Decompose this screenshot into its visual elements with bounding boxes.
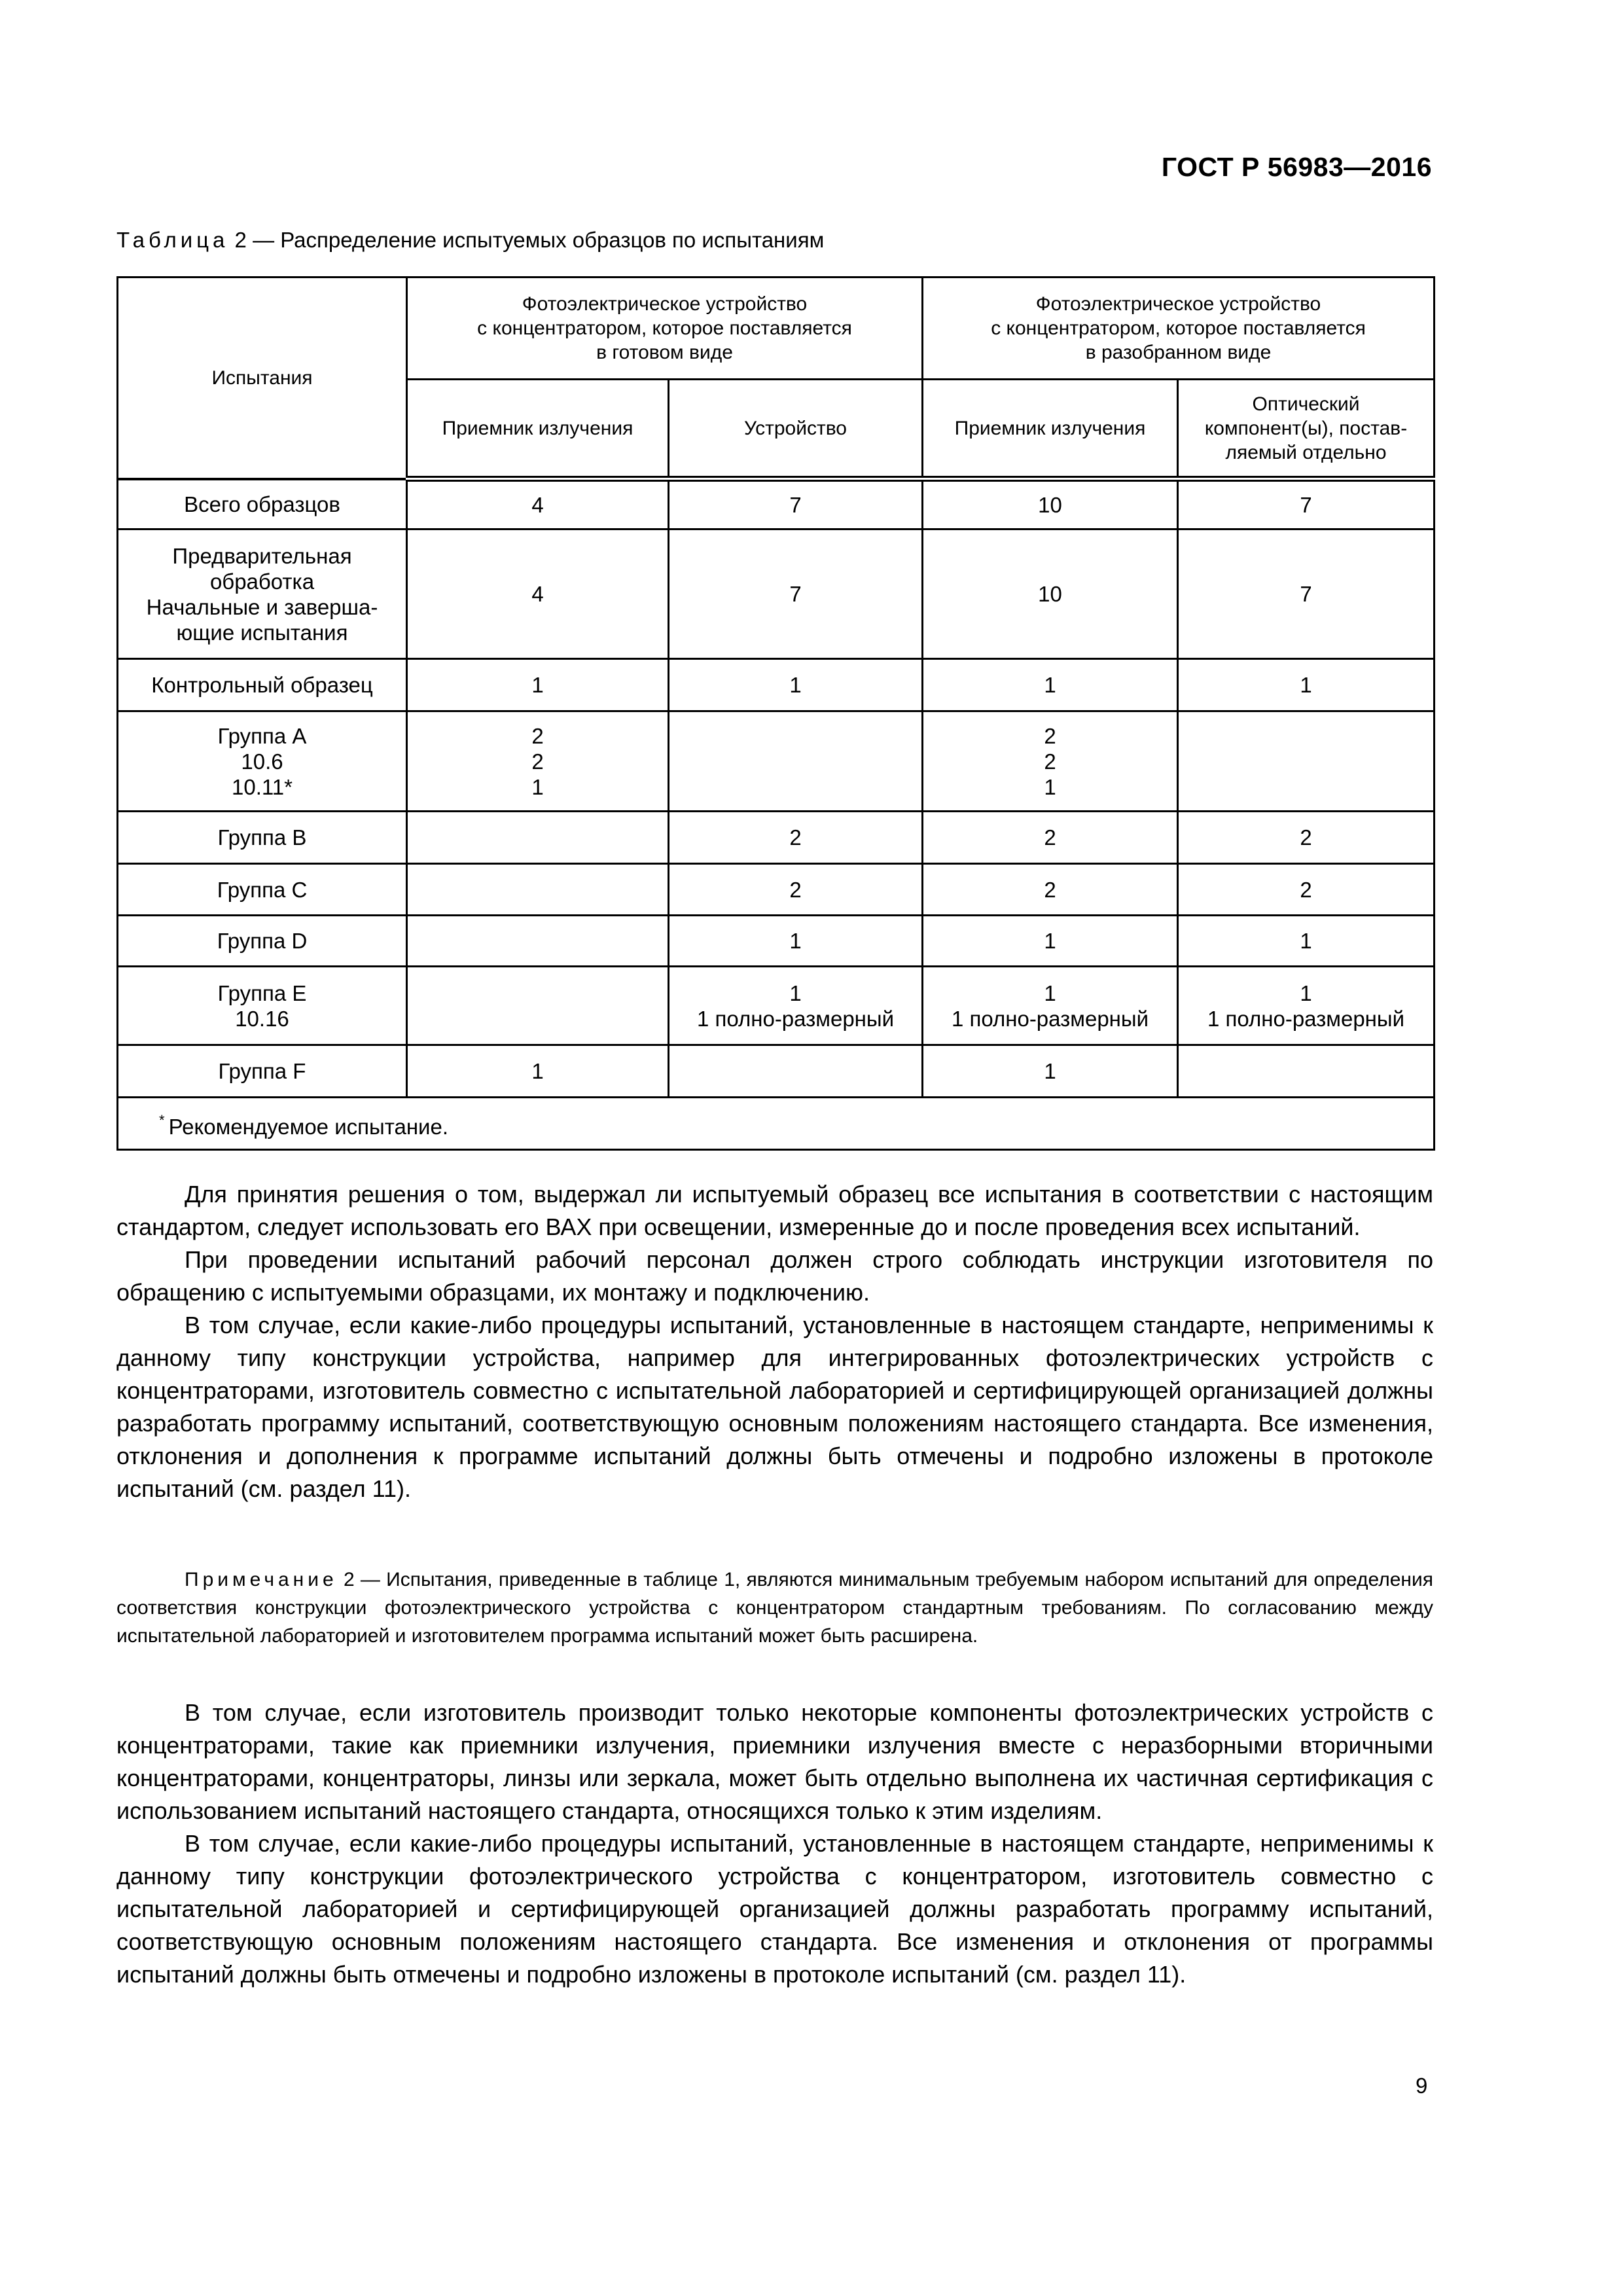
- cell-line: компонент(ы), постав-: [1204, 417, 1408, 439]
- row-label: [118, 529, 407, 659]
- table-cell: [407, 864, 669, 916]
- cell-line: с концентратором, которое поставляется: [991, 317, 1366, 339]
- cell-line: 7: [789, 582, 802, 606]
- cell-line: 2: [789, 825, 802, 850]
- cell-line: 1: [1300, 980, 1312, 1005]
- table-cell: [923, 916, 1178, 967]
- table-cell: [669, 479, 923, 529]
- subheader-device: [669, 380, 923, 479]
- table-cell: [669, 659, 923, 711]
- cell-line: 10: [1038, 582, 1062, 606]
- paragraph: В том случае, если какие-либо процедуры испытаний, установленные в настоящем стандарте, неприменимы к данному типу конструкции устройства, например для интегрированных фотоэлектрических устройств с концентраторами, изготовитель совместно с испытательной лабораторией и сертифицирующей организацией должны разработать программу испытаний, соответствующую основным положениям настоящего стандарта. Все изменения, отклонения и дополнения к программе испытаний должны быть отмечены и подробно изложены в протоколе испытаний (см. раздел 11).: [116, 1312, 1433, 1502]
- table-cell: [407, 916, 669, 967]
- table-cell: [923, 479, 1178, 529]
- body-text-section-1: [116, 1178, 1433, 1505]
- cell-line: 1: [1044, 774, 1056, 799]
- table-cell: [407, 659, 669, 711]
- cell-line: Группа C: [217, 877, 308, 902]
- row-label: [118, 864, 407, 916]
- table-cell: [407, 711, 669, 812]
- samples-distribution-table: [116, 276, 1435, 1151]
- cell-line: 10: [1038, 493, 1062, 517]
- cell-line: Приемник излучения: [954, 417, 1146, 439]
- cell-line: 1: [1044, 673, 1056, 697]
- header-group-disassembled: [923, 278, 1435, 380]
- document-code: ГОСТ Р 56983—2016: [1161, 152, 1432, 182]
- cell-line: 10.11*: [232, 774, 293, 799]
- cell-line: в разобранном виде: [1085, 342, 1272, 363]
- table-cell: [669, 1045, 923, 1098]
- cell-line: 1: [1300, 929, 1312, 953]
- cell-line: 1 полно-размерный: [951, 1006, 1149, 1031]
- row-label: [118, 1045, 407, 1098]
- table-cell: [407, 479, 669, 529]
- row-label: [118, 967, 407, 1045]
- cell-line: 4: [531, 493, 544, 517]
- table-cell: [1178, 812, 1435, 864]
- table-cell: [1178, 967, 1435, 1045]
- cell-line: 2: [531, 723, 544, 748]
- cell-line: ляемый отдельно: [1225, 441, 1387, 463]
- table-cell: [1178, 864, 1435, 916]
- row-label: [118, 659, 407, 711]
- footnote-mark: *: [159, 1112, 165, 1128]
- row-label: [118, 479, 407, 529]
- table-caption: [116, 228, 824, 253]
- table-cell: [923, 1045, 1178, 1098]
- cell-line: Фотоэлектрическое устройство: [522, 293, 808, 315]
- table-cell: [669, 864, 923, 916]
- table-cell: [923, 812, 1178, 864]
- table-cell: [1178, 711, 1435, 812]
- cell-line: 2: [531, 749, 544, 774]
- row-label: [118, 711, 407, 812]
- footnote-text: Рекомендуемое испытание.: [168, 1115, 448, 1139]
- table-cell: [1178, 479, 1435, 529]
- table-row: [118, 711, 1435, 812]
- table-cell: [669, 529, 923, 659]
- table-cell: [923, 967, 1178, 1045]
- cell-line: Начальные и заверша-: [146, 594, 378, 619]
- table-row: [118, 1045, 1435, 1098]
- cell-line: 1: [789, 673, 802, 697]
- table-cell: [669, 711, 923, 812]
- page-number: 9: [1416, 2073, 1428, 2098]
- cell-line: 10.16: [235, 1006, 289, 1031]
- subheader-receiver-assembled: [407, 380, 669, 479]
- cell-line: Группа A: [217, 723, 307, 748]
- cell-line: 1: [789, 980, 802, 1005]
- row-label: [118, 916, 407, 967]
- cell-line: 1: [531, 1059, 544, 1083]
- cell-line: 7: [789, 493, 802, 517]
- table-cell: [1178, 659, 1435, 711]
- cell-line: 1: [1044, 1059, 1056, 1083]
- cell-line: обработка: [209, 569, 315, 594]
- paragraph: В том случае, если изготовитель производит только некоторые компоненты фотоэлектрических устройств с концентраторами, такие как приемники излучения, приемники излучения вместе с неразборными вторичными концентраторами, концентраторы, линзы или зеркала, может быть отдельно выполнена их частичная сертификация с использованием испытаний настоящего стандарта, относящихся только к этим изделиям.: [116, 1699, 1433, 1824]
- table-row: [118, 659, 1435, 711]
- cell-line: Группа B: [217, 825, 307, 850]
- cell-line: в готовом виде: [596, 342, 733, 363]
- cell-line: 2: [1044, 749, 1056, 774]
- row-label: [118, 812, 407, 864]
- cell-line: 2: [1044, 877, 1056, 902]
- cell-line: Группа E: [217, 980, 307, 1005]
- note-label: Примечание: [185, 1569, 338, 1590]
- cell-line: Устройство: [744, 417, 847, 439]
- cell-line: 1: [531, 774, 544, 799]
- cell-line: 1 полно-размерный: [1207, 1006, 1405, 1031]
- table-row: [118, 812, 1435, 864]
- table-cell: [1178, 916, 1435, 967]
- cell-line: 7: [1300, 582, 1312, 606]
- cell-line: Всего образцов: [184, 492, 340, 516]
- cell-line: 2: [1300, 825, 1312, 850]
- table-caption-prefix: Таблица: [116, 228, 229, 252]
- table-cell: [669, 967, 923, 1045]
- cell-line: 1 полно-размерный: [696, 1006, 895, 1031]
- header-tests: Испытания: [118, 278, 407, 479]
- body-text-section-2: [116, 1696, 1433, 1991]
- cell-line: ющие испытания: [176, 620, 348, 645]
- cell-line: Группа D: [217, 929, 308, 953]
- table-cell: [923, 711, 1178, 812]
- cell-line: 1: [1044, 929, 1056, 953]
- table-cell: [1178, 1045, 1435, 1098]
- cell-line: Контрольный образец: [151, 673, 373, 697]
- table-cell: [923, 864, 1178, 916]
- table-cell: [923, 529, 1178, 659]
- cell-line: 10.6: [241, 749, 283, 774]
- cell-line: 2: [1044, 825, 1056, 850]
- cell-line: Оптический: [1252, 393, 1360, 415]
- table-cell: [407, 967, 669, 1045]
- table-footnote: [118, 1098, 1435, 1150]
- table-cell: [407, 529, 669, 659]
- cell-line: 4: [531, 582, 544, 606]
- note-2: [116, 1566, 1433, 1650]
- table-caption-title: 2 — Распределение испытуемых образцов по испытаниям: [228, 228, 825, 252]
- table-row: [118, 479, 1435, 529]
- table-row: [118, 916, 1435, 967]
- table-cell: [407, 1045, 669, 1098]
- cell-line: Фотоэлектрическое устройство: [1035, 293, 1321, 315]
- table-row: [118, 864, 1435, 916]
- cell-line: 7: [1300, 493, 1312, 517]
- cell-line: Предварительная: [172, 543, 352, 568]
- cell-line: 2: [789, 877, 802, 902]
- table-cell: [669, 812, 923, 864]
- table-cell: [923, 659, 1178, 711]
- cell-line: 1: [531, 673, 544, 697]
- cell-line: 2: [1300, 877, 1312, 902]
- paragraph: В том случае, если какие-либо процедуры испытаний, установленные в настоящем стандарте, неприменимы к данному типу конструкции фотоэлектрического устройства с концентратором, изготовитель совместно с испытательной лабораторией и сертифицирующей организацией должны разработать программу испытаний, соответствующую основным положениям настоящего стандарта. Все изменения и отклонения от программы испытаний должны быть отмечены и подробно изложены в протоколе испытаний (см. раздел 11).: [116, 1830, 1433, 1988]
- subheader-receiver-disassembled: [923, 380, 1178, 479]
- paragraph: Для принятия решения о том, выдержал ли испытуемый образец все испытания в соответствии с настоящим стандартом, следует использовать его ВАХ при освещении, измеренные до и после проведения всех испытаний.: [116, 1181, 1433, 1240]
- cell-line: Группа F: [218, 1059, 306, 1083]
- paragraph: При проведении испытаний рабочий персонал должен строго соблюдать инструкции изготовителя по обращению с испытуемыми образцами, их монтажу и подключению.: [116, 1246, 1433, 1306]
- header-group-assembled: [407, 278, 923, 380]
- table-cell: [407, 812, 669, 864]
- cell-line: Приемник излучения: [442, 417, 633, 439]
- cell-line: 2: [1044, 723, 1056, 748]
- cell-line: 1: [789, 929, 802, 953]
- cell-line: 1: [1300, 673, 1312, 697]
- subheader-optical-component: [1178, 380, 1435, 479]
- table-cell: [1178, 529, 1435, 659]
- table-row: [118, 529, 1435, 659]
- cell-line: с концентратором, которое поставляется: [477, 317, 852, 339]
- note-text: 2 — Испытания, приведенные в таблице 1, являются минимальным требуемым набором испытаний для определения соответствия конструкции фотоэлектрического устройства с концентратором стандартным требованиям. По согласованию между испытательной лабораторией и изготовителем программа испытаний может быть расширена.: [116, 1569, 1433, 1647]
- table-row: [118, 967, 1435, 1045]
- table-cell: [669, 916, 923, 967]
- cell-line: 1: [1044, 980, 1056, 1005]
